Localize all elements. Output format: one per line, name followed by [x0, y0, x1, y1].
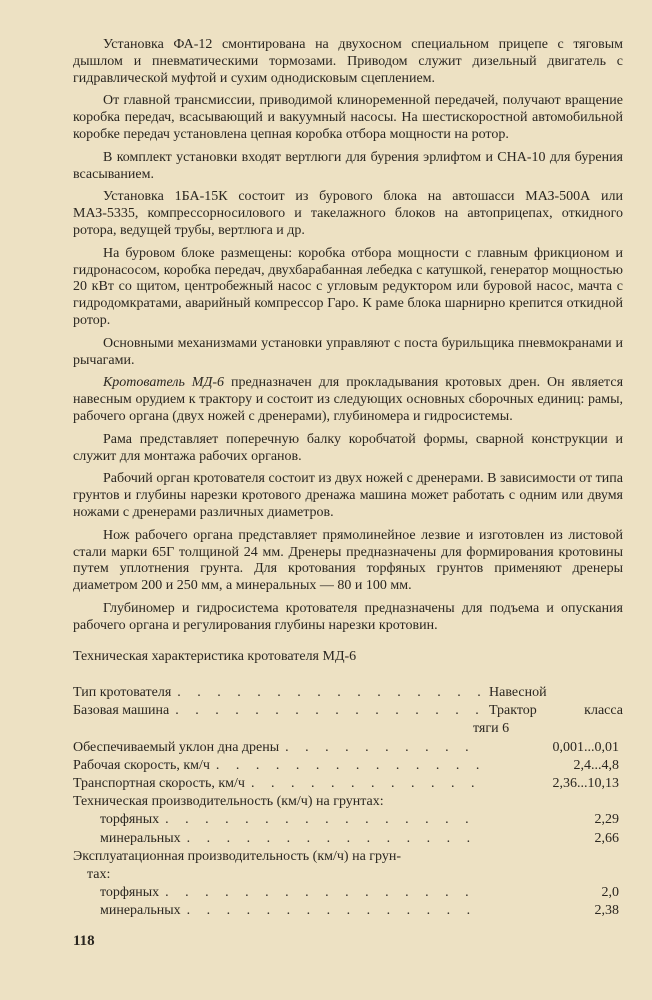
spec-value: 2,66 [594, 830, 619, 846]
spec-value-cont: тяги 6 [473, 721, 510, 737]
spec-value: 2,29 [594, 812, 619, 828]
paragraph: Рабочий орган кротователя состоит из двух ножей с дренерами. В зависимости от типа грунтов и глубины нарезки кротового дренажа машина может работать с одним или двумя ножами с дренерами различных диаметров. [73, 471, 623, 520]
page-number: 118 [73, 933, 95, 949]
base-value-b: класса [584, 703, 623, 719]
spec-row-op-peat [73, 884, 623, 902]
spec-label: Тип кротователя [73, 685, 172, 700]
spec-row-op-mineral [73, 902, 623, 920]
md6-intro-text: предназначен для прокладывания кротовых дрен. Он является навесным орудием к трактору и состоит из следующих основных сборочных единиц: рамы, рабочего органа (двух ножей с дренерами), глубиномера и гидросистемы. [73, 375, 624, 424]
body-text [73, 37, 623, 641]
spec-label: Техническая производительность (км/ч) на грунтах: [73, 794, 384, 810]
spec-row-slope [73, 739, 623, 757]
spec-label: Транспортная скорость, км/ч [73, 775, 245, 791]
base-value-a: Трактор [489, 703, 537, 719]
paragraph: В комплект установки входят вертлюги для бурения эрлифтом и СНА-10 для бурения всасыванием. [73, 149, 623, 182]
spec-row-tech-peat [73, 811, 623, 829]
spec-label: Эксплуатационная производительность (км/ч) на грун- [73, 848, 402, 864]
paragraph: Глубиномер и гидросистема кротователя предназначены для подъема и опускания рабочего органа и регулирования глубины нарезки кротовин. [73, 600, 623, 633]
spec-table [73, 684, 623, 920]
leader-dots [251, 775, 479, 793]
md6-name: Кротователь МД-6 [103, 375, 225, 391]
leader-dots [175, 702, 483, 720]
spec-value: 0,001...0,01 [552, 739, 619, 755]
leader-dots [187, 830, 479, 848]
spec-label: минеральных [100, 830, 181, 846]
paragraph-md6-intro [73, 375, 623, 425]
spec-label: Рабочая скорость, км/ч [73, 757, 210, 773]
spec-row-base [73, 702, 623, 720]
leader-dots [216, 757, 479, 775]
spec-value: 2,36...10,13 [552, 775, 619, 791]
spec-label: торфяных [100, 885, 160, 901]
spec-value: 2,0 [601, 885, 619, 901]
paragraph: Основными механизмами установки управляют с поста бурильщика пневмокранами и рычагами. [73, 335, 623, 368]
type-value: Навесной [489, 685, 547, 700]
spec-label: торфяных [100, 812, 160, 828]
spec-title: Техническая характеристика кротователя МД-6 [73, 649, 357, 664]
spec-row-type [73, 684, 623, 702]
spec-row-transport-speed [73, 775, 623, 793]
spec-row-op-perf-cont [73, 866, 623, 884]
leader-dots [187, 902, 479, 920]
spec-label: минеральных [100, 903, 181, 919]
spec-value [489, 702, 623, 720]
leader-dots [177, 684, 483, 702]
spec-row-tech-perf [73, 793, 623, 811]
spec-label: Базовая машина [73, 703, 170, 719]
leader-dots [165, 884, 479, 902]
paragraph: На буровом блоке размещены: коробка отбора мощности с главным фрикционом и гидронасосом, коробка передач, двухбарабанная лебедка с катушкой, генератор мощностью 20 кВт со щитом, центробежный насос с угловым редуктором или буровой насос, мачта с гидродомкратами, аварийный компрессор Гаро. К раме блока шарнирно крепится откидной ротор. [73, 245, 623, 328]
spec-value [489, 684, 623, 702]
paragraph: Установка ФА-12 смонтирована на двухосном специальном прицепе с тяговым дышлом и пневматическими тормозами. Приводом служит дизельный двигатель с гидравлической муфтой и сухим однодисковым сцеплением. [73, 37, 623, 86]
paragraph: Установка 1БА-15К состоит из бурового блока на автошасси МАЗ-500А или МАЗ-5335, компрессорносилового и такелажного блоков на автоприцепах, откидного ротора, ведущей трубы, вертлюга и др. [73, 189, 623, 238]
spec-row-work-speed [73, 757, 623, 775]
spec-value: 2,38 [594, 903, 619, 919]
leader-dots [285, 739, 479, 757]
spec-row-tech-mineral [73, 830, 623, 848]
paragraph: Нож рабочего органа представляет прямолинейное лезвие и изготовлен из листовой стали марки 65Г толщиной 24 мм. Дренеры предназначены для формирования кротовины путем уплотнения грунта. Для кротования торфяных грунтов применяют дренеры диаметром 200 и 250 мм, а минеральных — 80 и 100 мм. [73, 527, 623, 594]
spec-value: 2,4...4,8 [573, 757, 619, 773]
spec-label: Обеспечиваемый уклон дна дрены [73, 739, 280, 755]
spec-row-op-perf [73, 848, 623, 866]
paragraph: Рама представляет поперечную балку коробчатой формы, сварной конструкции и служит для монтажа рабочих органов. [73, 431, 623, 464]
spec-row-base-cont [73, 720, 623, 738]
leader-dots [165, 811, 479, 829]
paragraph: От главной трансмиссии, приводимой клиноременной передачей, получают вращение коробка передач, всасывающий и вакуумный насосы. На шестискоростной автомобильной коробке передач установлена цепная коробка отбора мощности на ротор. [73, 93, 623, 142]
spec-label-cont: тах: [87, 866, 111, 882]
